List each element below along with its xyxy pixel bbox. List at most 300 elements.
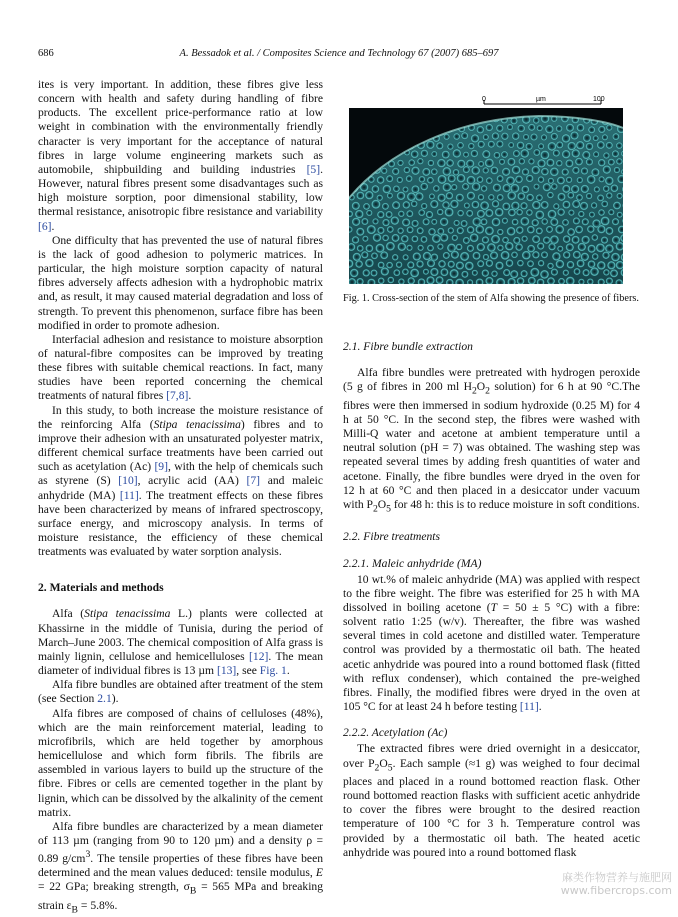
micrograph-cell [411, 150, 419, 158]
micrograph-cell [547, 263, 554, 270]
micrograph-cell [463, 151, 469, 157]
micrograph-cell [556, 160, 563, 167]
micrograph-cell [548, 243, 556, 251]
micrograph-cell [365, 244, 373, 252]
micrograph-cell [520, 270, 528, 278]
page-number: 686 [38, 48, 54, 59]
paragraph: Alfa (Stipa tenacissima L.) plants were collected at Khassirne in the middle of Tunisia, during the period of March–June 2003. The chemical composition of Alfa grass is mainly lignin, cellulose and hemicelluloses [12]. The mean diameter of individual fibres is 13 µm [13], see Fig. 1. [38, 607, 323, 678]
micrograph-cell [563, 251, 571, 259]
micrograph-cell [533, 183, 539, 189]
micrograph-cell [515, 175, 523, 183]
citation-link[interactable]: [11] [519, 700, 539, 714]
micrograph-cell [573, 251, 581, 259]
micrograph-cell [442, 183, 451, 192]
micrograph-cell [481, 269, 489, 277]
micrograph-cell [528, 158, 535, 165]
micrograph-cell [586, 193, 593, 200]
micrograph-cell [471, 134, 480, 143]
micrograph-cell [417, 227, 424, 234]
micrograph-cell [551, 183, 558, 190]
micrograph-cell [401, 235, 409, 243]
micrograph-cell [491, 217, 500, 226]
micrograph-cell [426, 140, 435, 149]
micrograph-cell [540, 270, 549, 279]
micrograph-cell [606, 142, 614, 150]
micrograph-cell [380, 267, 389, 276]
scale-label: 100 [593, 96, 605, 103]
micrograph-cell [531, 219, 539, 227]
micrograph-cell [488, 140, 496, 148]
micrograph-cell [391, 234, 399, 242]
micrograph-cell [532, 201, 541, 210]
micrograph-cell [456, 261, 465, 270]
micrograph-cell [456, 174, 465, 183]
micrograph-cell [562, 219, 569, 226]
micrograph-cell [486, 177, 493, 184]
micrograph-cell [530, 268, 540, 278]
micrograph-cell [537, 242, 545, 250]
micrograph-cell [418, 209, 425, 216]
micrograph-cell [366, 210, 373, 217]
micrograph-cell [535, 210, 544, 219]
micrograph-cell [482, 167, 489, 174]
micrograph-cell [457, 210, 464, 217]
micrograph-cell [614, 167, 621, 174]
micrograph-cell [437, 209, 444, 216]
micrograph-cell [482, 236, 490, 244]
micrograph-cell [522, 251, 531, 260]
micrograph-cell [362, 269, 370, 277]
micrograph-cell [591, 234, 598, 241]
micrograph-cell [440, 217, 449, 226]
micrograph-cell [407, 261, 415, 269]
micrograph-cell [468, 143, 475, 150]
citation-link[interactable]: [9] [154, 460, 168, 474]
micrograph-cell [420, 236, 427, 243]
micrograph-cell [532, 235, 540, 243]
micrograph-cell [512, 165, 521, 174]
micrograph-cell [465, 261, 474, 270]
citation-link[interactable]: [13] [216, 664, 237, 678]
subsection-heading: 2.2. Fibre treatments [343, 530, 441, 544]
micrograph-cell [482, 150, 491, 159]
paragraph: In this study, to both increase the moisture resistance of the reinforcing Alfa (Stipa tenacissima) fibres and to improve their adhesion with an unsaturated polyester matrix, different chemical surface treatments have been carried out such as acetylation (Ac) [9], with the help of chemicals such as styrene (S) [10], acrylic acid (AA) [7] and maleic anhydride (MA) [11]. The treatment effects on these fibres have been characterized by means of infrared spectroscopy, surface energy, and microscopy analysis. In terms of moisture resistance, the efficiency of these chemical treatments was evaluated by water sorption analysis. [38, 403, 323, 559]
micrograph-cell [580, 185, 589, 194]
micrograph-cell [445, 192, 453, 200]
micrograph-cell [352, 217, 361, 226]
micrograph-cell [575, 225, 583, 233]
figure-link[interactable]: Fig. 1 [259, 664, 287, 678]
micrograph-cell [443, 252, 450, 259]
micrograph-cell [500, 251, 509, 260]
micrograph-cell [410, 268, 419, 277]
micrograph-cell [510, 270, 519, 279]
micrograph-cell [472, 270, 478, 276]
micrograph-cell [612, 218, 620, 226]
micrograph-cell [550, 218, 559, 227]
micrograph-cell [602, 251, 610, 259]
micrograph-cell [545, 125, 554, 134]
micrograph-cell [556, 125, 563, 132]
micrograph-cell [467, 245, 475, 253]
micrograph-cell [606, 192, 613, 199]
micrograph-cell [352, 236, 360, 244]
micrograph-cell [566, 176, 573, 183]
micrograph-cell [382, 219, 390, 227]
micrograph-cell [605, 176, 614, 185]
right-column [343, 330, 640, 860]
micrograph-cell [406, 226, 413, 233]
micrograph-cell [478, 161, 484, 167]
micrograph-cell [477, 260, 484, 267]
micrograph-cell [421, 203, 428, 210]
micrograph-cell [555, 225, 564, 234]
micrograph-cell [385, 211, 392, 218]
micrograph-cell [371, 185, 379, 193]
micrograph-cell [365, 191, 374, 200]
micrograph-cell [602, 134, 609, 141]
micrograph-cell [475, 225, 484, 234]
micrograph-cell [467, 226, 475, 234]
micrograph-cell [612, 133, 619, 140]
micrograph-cell [491, 270, 498, 277]
micrograph-cell [582, 269, 590, 277]
micrograph-cell [488, 194, 495, 201]
paragraph: The extracted fibres were dried overnight in a desiccator, over $P_2O_5$. Each sample (≈1 g) was weighed to four decimal places and placed in a round bottomed reaction flask. Other round bottomed reaction flasks with sufficient acetic anhydride to cover the fibres were brought to the desired reaction temperature of 100 °C for 3 h. Temperature control was provided by a thermostatic oil bath. The heated acetic anhydride was poured into a round bottomed flask [343, 742, 640, 859]
micrograph-cell [397, 227, 404, 234]
micrograph-cell [463, 166, 471, 174]
micrograph-cell [403, 167, 410, 174]
micrograph-cell [427, 160, 434, 167]
micrograph-cell [512, 218, 519, 225]
micrograph-cell [501, 132, 509, 140]
micrograph-cell [431, 151, 437, 157]
citation-link[interactable]: [11] [119, 488, 139, 502]
micrograph-cell [538, 176, 545, 183]
micrograph-cell [356, 191, 364, 199]
micrograph-cell [557, 246, 563, 252]
micrograph-cell [390, 216, 399, 225]
micrograph-cell [417, 158, 424, 165]
micrograph-cell [457, 227, 465, 235]
micrograph-cell [597, 141, 605, 149]
micrograph-cell [502, 167, 511, 176]
micrograph-cell [550, 167, 559, 176]
micrograph-cell [513, 237, 521, 245]
micrograph-cell [563, 269, 570, 276]
micrograph-cell [463, 237, 470, 244]
micrograph-cell [406, 245, 413, 252]
micrograph-cell [382, 185, 391, 194]
micrograph-cell [415, 192, 424, 201]
micrograph-cell [430, 200, 439, 209]
micrograph-cell [402, 218, 411, 227]
micrograph-cell [597, 261, 606, 270]
micrograph-cell [577, 243, 586, 252]
micrograph-cell [571, 149, 580, 158]
micrograph-cell [456, 244, 463, 251]
micrograph-cell [397, 160, 404, 167]
micrograph-cell [518, 158, 525, 165]
micrograph-cell [508, 208, 516, 216]
micrograph-cell [513, 150, 521, 158]
micrograph-cell [613, 201, 621, 209]
micrograph-cell [576, 124, 584, 132]
micrograph-cell [550, 133, 558, 141]
micrograph-cell [437, 243, 444, 250]
micrograph-cell [382, 203, 389, 210]
paragraph: Alfa fibre bundles were pretreated with hydrogen peroxide (5 g of fibres in 200 ml $H_2O_2$ solution) for 6 h at 90 °C.The fibres were then immersed in sodium hydroxide (0.25 M) for 4 h at 50 °C. In the second step, the fibres were washed with Milli-Q water and acetone at ambient temperature until a neutral solution (pH = 7) was obtained. The washing step was repeated several times by adding fresh quantities of water and acetone. Finally, the fibre bundles were dryed in the oven for 12 h at 60 °C and then placed in a desiccator under vacuum with $P_2O_5$ for 48 h: this is to reduce moisture in soft conditions. [343, 366, 640, 515]
micrograph-cell [406, 175, 413, 182]
micrograph-cell [561, 168, 569, 176]
micrograph-cell [372, 218, 379, 225]
paragraph: Alfa fibre bundles are characterized by a mean diameter of 113 µm (ranging from 90 to 120 µm) and a density ρ = 0.89 $g/cm^3$. The tensile properties of these fibres have been determined and the mean values deduced: tensile modulus, E = 22 GPa; breaking strength, $\sigma_B = 565$ MPa and breaking strain $\varepsilon_B = 5.8\%$. [38, 819, 324, 916]
micrograph-cell [470, 150, 478, 158]
micrograph-cell [423, 269, 429, 275]
micrograph-cell [565, 159, 574, 168]
micrograph-cell [382, 234, 389, 241]
micrograph-cell [507, 158, 516, 167]
micrograph-cell [476, 243, 485, 252]
micrograph-cell [536, 125, 543, 132]
micrograph-cell [433, 185, 440, 192]
micrograph-cell [495, 208, 504, 217]
micrograph-cell [491, 235, 500, 244]
paragraph: Interfacial adhesion and resistance to moisture absorption of natural-fibre composites can be improved by treating these fibres with suitable chemical reactions. In fact, many studies have been reported concerning the chemical treatments of natural fibres [7,8]. [38, 332, 323, 403]
paragraph: Alfa fibre bundles are obtained after treatment of the stem (see Section 2.1). [38, 678, 323, 706]
micrograph-cell [461, 271, 468, 278]
micrograph-cell [553, 203, 560, 210]
micrograph-cell [533, 117, 540, 124]
micrograph-cell [492, 200, 500, 208]
micrograph-cell [447, 143, 454, 150]
micrograph-cell [572, 166, 580, 174]
micrograph-cell [386, 242, 395, 251]
micrograph-cell [605, 227, 613, 235]
citation-link[interactable]: [7,8] [166, 389, 189, 403]
micrograph-cell [576, 177, 583, 184]
micrograph-cell [521, 235, 528, 242]
micrograph-cell [503, 269, 511, 277]
micrograph-cell [580, 202, 589, 211]
micrograph-cell [457, 142, 464, 149]
site-watermark: 麻类作物营养与施肥网 www.fibercrops.com [560, 871, 672, 897]
micrograph-cell [522, 168, 530, 176]
micrograph-cell [447, 227, 454, 234]
micrograph-cell [541, 251, 548, 258]
micrograph-cell [352, 202, 361, 211]
micrograph-cell [387, 226, 394, 233]
micrograph-cell [603, 185, 610, 192]
micrograph-cell [447, 174, 456, 183]
micrograph-cell [589, 211, 595, 217]
micrograph-cell [562, 200, 570, 208]
micrograph-cell [541, 218, 548, 225]
micrograph-cell [490, 251, 499, 260]
micrograph-cell [573, 217, 581, 225]
micrograph-cell [427, 177, 434, 184]
section-link[interactable]: 2.1 [97, 692, 112, 706]
micrograph-cell [416, 260, 424, 268]
running-header [38, 48, 640, 62]
micrograph-cell [551, 268, 559, 276]
micrograph-cell [462, 183, 469, 190]
micrograph-cell [575, 157, 583, 165]
micrograph-cell [567, 228, 575, 236]
micrograph-cell [380, 251, 388, 259]
micrograph-cell [594, 186, 601, 193]
micrograph-cell [536, 194, 543, 201]
micrograph-cell [538, 143, 545, 150]
micrograph-cell [365, 259, 374, 268]
micrograph-cell [597, 194, 604, 201]
micrograph-cell [355, 260, 363, 268]
micrograph-cell [466, 210, 473, 217]
micrograph-cell [567, 261, 575, 269]
micrograph-cell [386, 175, 394, 183]
micrograph-cell [422, 168, 431, 177]
micrograph-cell [407, 192, 416, 201]
micrograph-cell [431, 219, 437, 225]
section-heading: 2. Materials and methods [38, 581, 164, 595]
micrograph-cell [566, 243, 575, 252]
micrograph-cell [502, 217, 509, 224]
micrograph-cell [586, 158, 594, 166]
micrograph-cell [616, 193, 623, 200]
micrograph-cell [606, 124, 613, 131]
micrograph-cell [483, 254, 490, 261]
micrograph-cell [555, 260, 564, 269]
micrograph-cell [497, 244, 504, 251]
micrograph-cell [452, 235, 459, 242]
micrograph-cell [496, 175, 503, 182]
micrograph-cell [450, 200, 459, 209]
micrograph-cell [538, 260, 545, 267]
citation-link[interactable]: [5] [306, 162, 321, 176]
micrograph-cell [447, 260, 455, 268]
micrograph-cell [427, 259, 436, 268]
micrograph-cell [371, 252, 378, 259]
micrograph-cell [527, 226, 535, 234]
micrograph-cell [367, 225, 377, 235]
micrograph-cell [540, 150, 550, 160]
micrograph-cell [411, 220, 419, 228]
micrograph-cell [471, 166, 480, 175]
micrograph-cell [512, 132, 520, 140]
micrograph-cell [547, 210, 556, 219]
micrograph-cell [557, 176, 565, 184]
micrograph-cell [515, 243, 523, 251]
micrograph-cell [592, 253, 599, 260]
paragraph: Alfa fibres are composed of chains of celluloses (48%), which are the main reinforcement material, leading to microfibrils, which are held together by amorphous hemicellulose and which form fibrils. The fibrils are assembled in various layers to build up the structure of the fibre. Fibres or cells are cemented together in the plant by lignin, which can be dissolved by the alkalinity of the cement matrix. [38, 706, 323, 819]
micrograph-cell [601, 236, 609, 244]
micrograph-cell [572, 200, 581, 209]
micrograph-cell [608, 209, 615, 216]
micrograph-cell [562, 150, 571, 159]
micrograph-cell [541, 168, 549, 176]
micrograph-cell [486, 259, 494, 267]
micrograph-cell [576, 141, 585, 150]
micrograph-cell [496, 140, 504, 148]
micrograph-cell [541, 201, 549, 209]
micrograph-cell [487, 243, 496, 252]
micrograph-cell [431, 168, 438, 175]
citation-link[interactable]: [12] [249, 649, 269, 663]
micrograph-cell [597, 225, 606, 234]
micrograph-cell [517, 124, 525, 132]
micrograph-cell [493, 183, 502, 192]
micrograph-cell [477, 210, 486, 219]
micrograph-cell [402, 186, 408, 192]
micrograph-cell [397, 191, 406, 200]
micrograph-cell [527, 260, 534, 267]
micrograph-cell [453, 220, 460, 227]
micrograph-cell [568, 209, 575, 216]
micrograph-cell [406, 210, 413, 217]
micrograph-cell [516, 141, 524, 149]
micrograph-cell [591, 202, 598, 209]
micrograph-cell [581, 167, 589, 175]
micrograph-cell [612, 150, 620, 158]
micrograph-cell [542, 183, 551, 192]
micrograph-cell [363, 203, 370, 210]
micrograph-cell [541, 134, 548, 141]
left-column [38, 78, 323, 917]
micrograph-cell [370, 269, 377, 276]
micrograph-cell [350, 269, 359, 278]
micrograph-cell [490, 166, 498, 174]
micrograph-cell [607, 261, 616, 270]
micrograph-cell [485, 209, 494, 218]
micrograph-cell [480, 218, 487, 225]
micrograph-cell [616, 142, 623, 149]
micrograph-cell [480, 201, 489, 210]
micrograph-cell [617, 212, 623, 218]
micrograph-cell [460, 252, 470, 262]
citation-link[interactable]: [7] [246, 474, 261, 488]
citation-link[interactable]: [10] [118, 474, 138, 488]
citation-link[interactable]: [6] [38, 219, 52, 233]
micrograph-cell [520, 149, 529, 158]
micrograph-cell [593, 135, 599, 141]
micrograph-cell [460, 220, 467, 227]
micrograph-cell [553, 149, 561, 157]
micrograph-cell [566, 123, 575, 132]
micrograph-cell [548, 178, 555, 185]
micrograph-cell [432, 234, 441, 243]
micrograph-cell [507, 124, 514, 131]
micrograph-image [349, 90, 623, 284]
micrograph-cell [377, 227, 385, 235]
micrograph-cell [602, 165, 611, 174]
micrograph-cell [453, 133, 460, 140]
micrograph-cell [437, 159, 446, 168]
micrograph-cell [477, 140, 485, 148]
micrograph-cell [478, 194, 485, 201]
micrograph-cell [561, 134, 570, 143]
figure-caption: Fig. 1. Cross-section of the stem of Alfa showing the presence of fibers. [343, 293, 639, 304]
micrograph-cell [587, 244, 596, 253]
micrograph-cell [546, 226, 553, 233]
paragraph: 10 wt.% of maleic anhydride (MA) was applied with respect to the fibre weight. The fibre was esterified for 25 h with MA dissolved in boiling acetone (T = 50 ± 5 °C) with a fibre: solvent ratio 1:25 (w/v). Thereafter, the fibre was washed several times in cold acetone and distilled water. Temperature control was provided by a thermostatic oil bath. The heated acetic anhydride was poured into a round bottomed flask (fitted with reflux condenser), which contained the pre-weighed fibres. Finally, the modified fibres were dryed in the oven at 105 °C for at least 24 h before testing [11]. [343, 572, 640, 714]
micrograph-cell [499, 159, 506, 166]
micrograph-cell [505, 242, 514, 251]
micrograph-cell [476, 126, 484, 134]
micrograph-cell [598, 209, 605, 216]
micrograph-cell [587, 175, 596, 184]
micrograph-cell [576, 259, 584, 267]
micrograph-cell [506, 259, 514, 267]
